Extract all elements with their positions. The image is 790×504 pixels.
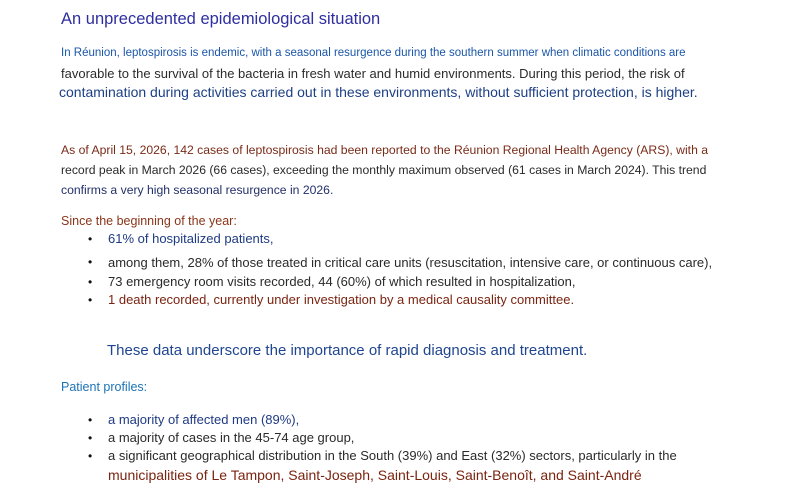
list-item-text: a majority of affected men (89%), [108,412,300,427]
bullet-icon: • [88,232,93,246]
situation-paragraph [61,140,733,200]
situation-line-2: record peak in March 2026 (66 cases), exceeding the monthly maximum observed (61 cases in March 2024). This trend [61,163,707,177]
list-item [86,273,736,291]
list-item-text: a significant geographical distribution in the South (39%) and East (32%) sectors, particularly in the [108,448,677,463]
profiles-list [86,411,736,485]
list-item-text: 61% of hospitalized patients, [108,231,274,246]
list-item-text: 73 emergency room visits recorded, 44 (60%) of which resulted in hospitalization, [108,274,576,289]
situation-line-3: confirms a very high seasonal resurgence in 2026. [61,183,334,197]
bullet-icon: • [88,449,93,463]
bullet-icon: • [88,255,93,269]
list-item-text: among them, 28% of those treated in critical care units (resuscitation, intensive care, or continuous care), [108,255,713,270]
page-title: An unprecedented epidemiological situation [61,10,381,28]
list-item [86,411,736,429]
since-list [86,230,736,309]
intro-line-3: contamination during activities carried out in these environments, without sufficient protection, is higher. [59,84,698,100]
since-heading: Since the beginning of the year: [61,214,237,228]
list-item-text: municipalities of Le Tampon, Saint-Joseph, Saint-Louis, Saint-Benoît, and Saint-André [108,467,642,483]
list-item-text: 1 death recorded, currently under investigation by a medical causality committee. [108,292,575,307]
intro-line-2: favorable to the survival of the bacteria in fresh water and humid environments. During this period, the risk of [61,66,685,81]
list-item [86,254,736,271]
bullet-icon: • [88,413,93,427]
bullet-icon: • [88,293,93,307]
situation-line-1: As of April 15, 2026, 142 cases of leptospirosis had been reported to the Réunion Regional Health Agency (ARS), with a [61,143,709,157]
profiles-heading: Patient profiles: [61,380,148,394]
list-item [86,230,736,248]
intro-line-1: In Réunion, leptospirosis is endemic, with a seasonal resurgence during the southern summer when climatic conditions are [61,47,686,59]
bullet-icon: • [88,431,93,445]
list-item [86,429,736,447]
list-item-text: a majority of cases in the 45-74 age group, [108,430,355,445]
key-message: These data underscore the importance of rapid diagnosis and treatment. [107,342,588,359]
list-item-continuation [86,465,736,485]
bullet-icon: • [88,275,93,289]
list-item [86,447,736,465]
list-item [86,291,736,309]
